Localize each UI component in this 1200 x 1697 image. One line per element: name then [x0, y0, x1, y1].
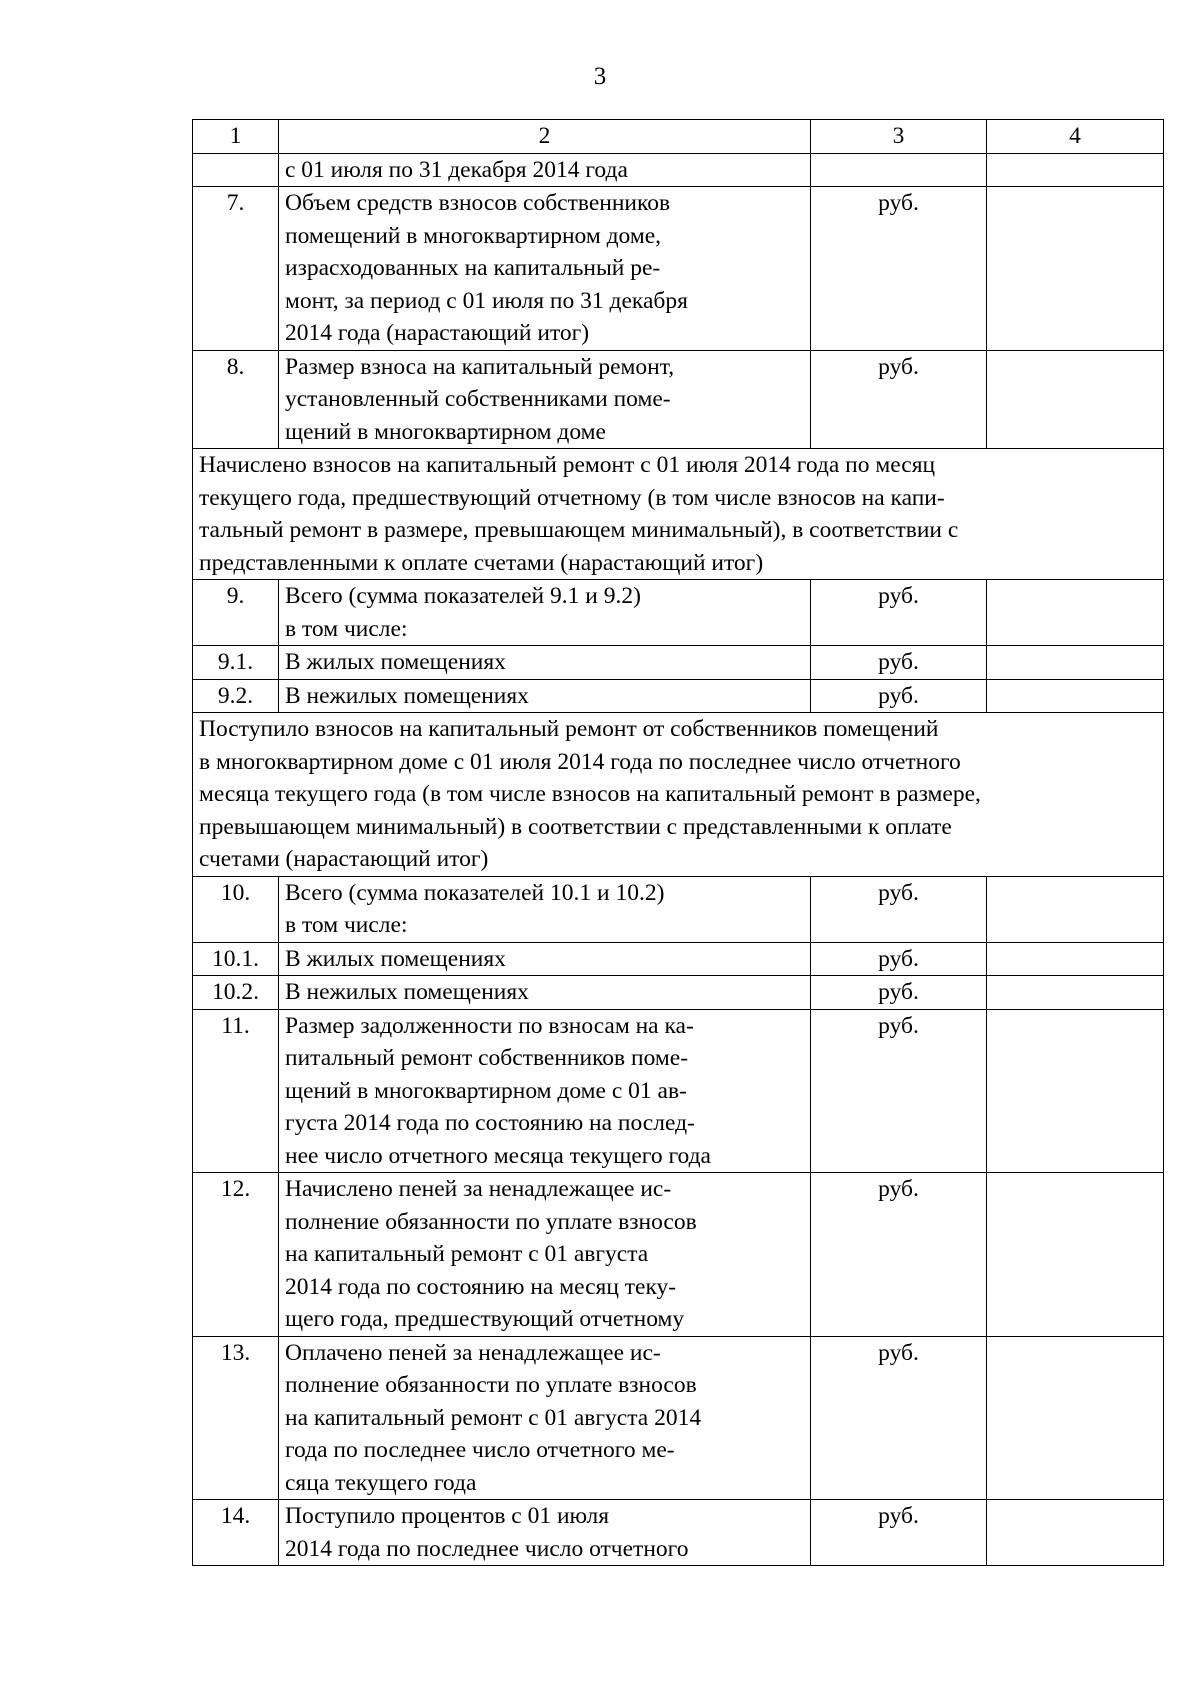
table-row	[193, 1173, 1164, 1337]
unit-cell: руб.	[811, 187, 987, 351]
table-row	[193, 350, 1164, 449]
indicator-name-line: щений в многоквартирном доме	[285, 418, 606, 445]
page-number: 3	[593, 63, 607, 90]
report-table-body	[193, 120, 1164, 1566]
indicator-name-cell	[279, 350, 811, 449]
row-number-cell: 7.	[193, 187, 279, 351]
section-heading-line: представленными к оплате счетами (нарастающий итог)	[199, 549, 764, 576]
indicator-name-cell	[279, 1336, 811, 1500]
indicator-name-cell	[279, 1009, 811, 1173]
indicator-name-line: Размер взноса на капитальный ремонт,	[285, 353, 675, 380]
table-row	[193, 1500, 1164, 1566]
indicator-name-line: на капитальный ремонт с 01 августа	[285, 1241, 649, 1267]
unit-cell	[811, 153, 987, 187]
row-number-cell: 8.	[193, 350, 279, 449]
table-row	[193, 1336, 1164, 1500]
indicator-name-cell	[279, 1173, 811, 1337]
value-cell	[987, 153, 1164, 187]
table-row	[193, 942, 1164, 976]
value-cell	[987, 679, 1164, 713]
value-cell	[987, 1500, 1164, 1566]
indicator-name-line: Всего (сумма показателей 9.1 и 9.2)	[285, 583, 641, 609]
row-number-cell: 9.	[193, 580, 279, 646]
indicator-name-line: В нежилых помещениях	[285, 979, 529, 1005]
indicator-name-line: Начислено пеней за ненадлежащее ис-	[285, 1176, 672, 1202]
header-cell-number: 1	[193, 120, 279, 154]
unit-cell: руб.	[811, 1500, 987, 1566]
indicator-name-line: сяца текущего года	[285, 1469, 477, 1496]
indicator-name-line: Поступило процентов с 01 июля	[285, 1503, 610, 1529]
section-heading-row	[193, 449, 1164, 580]
row-number-cell: 9.1.	[193, 646, 279, 680]
indicator-name-line: 2014 года по последнее число отчетного	[285, 1535, 689, 1562]
value-cell	[987, 1009, 1164, 1173]
table-row	[193, 580, 1164, 646]
value-cell	[987, 1173, 1164, 1337]
indicator-name-line: щего года, предшествующий отчетному	[285, 1306, 685, 1332]
table-row	[193, 876, 1164, 942]
unit-cell: руб.	[811, 580, 987, 646]
value-cell	[987, 876, 1164, 942]
unit-cell: руб.	[811, 350, 987, 449]
indicator-name-line: установленный собственниками поме-	[285, 386, 671, 412]
indicator-name-line: года по последнее число отчетного ме-	[285, 1437, 675, 1463]
report-table	[192, 119, 1164, 1566]
indicator-name-line: В нежилых помещениях	[285, 682, 529, 709]
indicator-name-line: Размер задолженности по взносам на ка-	[285, 1012, 694, 1039]
indicator-name-cell	[279, 976, 811, 1010]
indicator-name-cell	[279, 187, 811, 351]
value-cell	[987, 350, 1164, 449]
unit-cell: руб.	[811, 876, 987, 942]
indicator-name-line: 2014 года (нарастающий итог)	[285, 320, 590, 346]
indicator-name-line: Всего (сумма показателей 10.1 и 10.2)	[285, 879, 665, 906]
indicator-name-line: щений в многоквартирном доме с 01 ав-	[285, 1077, 687, 1104]
section-heading-cell	[193, 449, 1164, 580]
table-row	[193, 646, 1164, 680]
indicator-name-line: густа 2014 года по состоянию на послед-	[285, 1110, 695, 1136]
indicator-name-cell	[279, 942, 811, 976]
row-number-cell: 10.	[193, 876, 279, 942]
indicator-name-line: с 01 июля по 31 декабря 2014 года	[285, 156, 628, 183]
indicator-name-cell	[279, 679, 811, 713]
indicator-name-cell	[279, 580, 811, 646]
indicator-name-line: в том числе:	[285, 912, 408, 938]
value-cell	[987, 976, 1164, 1010]
row-number-cell: 14.	[193, 1500, 279, 1566]
value-cell	[987, 580, 1164, 646]
indicator-name-cell	[279, 153, 811, 187]
section-heading-line: превышающем минимальный) в соответствии с представленными к оплате	[199, 813, 952, 840]
unit-cell: руб.	[811, 942, 987, 976]
row-number-cell: 10.2.	[193, 976, 279, 1010]
row-number-cell	[193, 153, 279, 187]
section-heading-line: Начислено взносов на капитальный ремонт с 01 июля 2014 года по месяц	[199, 452, 936, 478]
section-heading-row	[193, 713, 1164, 877]
row-number-cell: 11.	[193, 1009, 279, 1173]
indicator-name-line: Оплачено пеней за ненадлежащее ис-	[285, 1339, 661, 1366]
section-heading-cell	[193, 713, 1164, 877]
indicator-name-cell	[279, 876, 811, 942]
table-header-row	[193, 120, 1164, 154]
section-heading-line: текущего года, предшествующий отчетному (в том числе взносов на капи-	[199, 484, 945, 511]
indicator-name-line: в том числе:	[285, 615, 408, 642]
indicator-name-cell	[279, 1500, 811, 1566]
indicator-name-line: помещений в многоквартирном доме,	[285, 222, 662, 249]
row-number-cell: 9.2.	[193, 679, 279, 713]
value-cell	[987, 942, 1164, 976]
section-heading-line: Поступило взносов на капитальный ремонт от собственников помещений	[199, 716, 939, 742]
section-heading-line: тальный ремонт в размере, превышающем минимальный), в соответствии с	[199, 517, 959, 543]
indicator-name-line: нее число отчетного месяца текущего года	[285, 1142, 711, 1169]
row-number-cell: 13.	[193, 1336, 279, 1500]
indicator-name-line: израсходованных на капитальный ре-	[285, 255, 661, 281]
indicator-name-line: В жилых помещениях	[285, 649, 506, 675]
unit-cell: руб.	[811, 976, 987, 1010]
section-heading-line: месяца текущего года (в том числе взносов на капитальный ремонт в размере,	[199, 781, 981, 807]
table-row	[193, 153, 1164, 187]
indicator-name-line: полнение обязанности по уплате взносов	[285, 1372, 697, 1398]
value-cell	[987, 1336, 1164, 1500]
table-row	[193, 976, 1164, 1010]
unit-cell: руб.	[811, 646, 987, 680]
unit-cell: руб.	[811, 679, 987, 713]
indicator-name-line: монт, за период с 01 июля по 31 декабря	[285, 287, 688, 314]
unit-cell: руб.	[811, 1009, 987, 1173]
table-row	[193, 1009, 1164, 1173]
row-number-cell: 10.1.	[193, 942, 279, 976]
indicator-name-line: питальный ремонт собственников поме-	[285, 1045, 689, 1071]
table-row	[193, 679, 1164, 713]
value-cell	[987, 646, 1164, 680]
header-cell-indicator: 2	[279, 120, 811, 154]
indicator-name-cell	[279, 646, 811, 680]
indicator-name-line: полнение обязанности по уплате взносов	[285, 1208, 697, 1235]
indicator-name-line: Объем средств взносов собственников	[285, 190, 671, 216]
indicator-name-line: В жилых помещениях	[285, 945, 506, 972]
header-cell-value: 4	[987, 120, 1164, 154]
header-cell-unit: 3	[811, 120, 987, 154]
section-heading-line: счетами (нарастающий итог)	[199, 846, 489, 872]
section-heading-line: в многоквартирном доме с 01 июля 2014 года по последнее число отчетного	[199, 748, 961, 775]
indicator-name-line: 2014 года по состоянию на месяц теку-	[285, 1273, 677, 1300]
indicator-name-line: на капитальный ремонт с 01 августа 2014	[285, 1404, 702, 1431]
row-number-cell: 12.	[193, 1173, 279, 1337]
unit-cell: руб.	[811, 1173, 987, 1337]
table-row	[193, 187, 1164, 351]
unit-cell: руб.	[811, 1336, 987, 1500]
value-cell	[987, 187, 1164, 351]
